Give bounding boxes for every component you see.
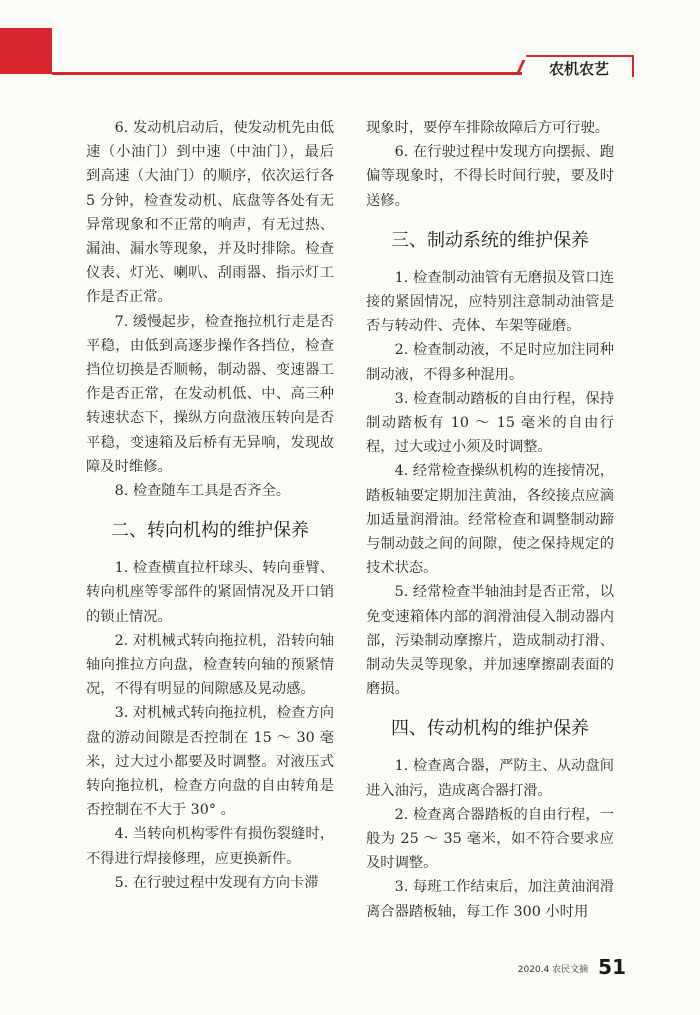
paragraph: 3. 对机械式转向拖拉机，检查方向盘的游动间隙是否控制在 15 ～ 30 毫米，过大过小都要及时调整。对液压式转向拖拉机，检查方向盘的自由转角是否控制在不大于 30° 。 — [86, 705, 334, 819]
paragraph: 4. 经常检查操纵机构的连接情况，踏板轴要定期加注黄油，各绞接点应滴加适量润滑油。经常检查和调整制动蹄与制动鼓之间的间隙，使之保持规定的技术状态。 — [366, 463, 614, 577]
paragraph: 1. 检查离合器，严防主、从动盘间进入油污，造成离合器打滑。 — [366, 758, 614, 799]
page-number: 51 — [598, 955, 626, 979]
right-column — [366, 116, 614, 924]
paragraph: 2. 对机械式转向拖拉机，沿转向轴轴向推拉方向盘，检查转向轴的预紧情况，不得有明显的间隙感及晃动感。 — [86, 632, 334, 698]
section-heading-steering: 二、转向机构的维护保养 — [111, 520, 309, 542]
paragraph: 4. 当转向机构零件有损伤裂缝时，不得进行焊接修理，应更换新件。 — [86, 826, 334, 867]
paragraph: 6. 在行驶过程中发现方向摆振、跑偏等现象时，不得长时间行驶，要及时送修。 — [366, 144, 614, 209]
section-label: 农机农艺 — [526, 55, 634, 77]
header-rule — [52, 72, 522, 75]
paragraph: 2. 检查离合器踏板的自由行程，一般为 25 ～ 35 毫米，如不符合要求应及时调整。 — [366, 806, 614, 872]
header-color-block — [0, 28, 52, 74]
paragraph: 7. 缓慢起步，检查拖拉机行走是否平稳，由低到高逐步操作各挡位，检查挡位切换是否顺畅，制动器、变速器工作是否正常，在发动机低、中、高三种转速状态下，操纵方向盘液压转向是否平稳，变速箱及后桥有无异响，发现故障及时维修。 — [86, 313, 334, 475]
paragraph: 1. 检查横直拉杆球头、转向垂臂、转向机座等零部件的紧固情况及开口销的锁止情况。 — [86, 560, 334, 625]
paragraph: 5. 经常检查半轴油封是否正常，以免变速箱体内部的润滑油侵入制动器内部，污染制动摩擦片，造成制动打滑、制动失灵等现象，并加速摩擦副表面的磨损。 — [366, 584, 614, 698]
section-heading-brakes: 三、制动系统的维护保养 — [391, 229, 589, 251]
issue-label: 2020.4 农民文摘 — [517, 965, 589, 975]
paragraph: 8. 检查随车工具是否齐全。 — [114, 483, 291, 500]
left-column — [86, 116, 334, 895]
paragraph: 2. 检查制动液，不足时应加注同种制动液，不得多种混用。 — [366, 342, 614, 383]
page-footer — [518, 954, 626, 978]
paragraph-continued: 现象时，要停车排除故障后方可行驶。 — [366, 120, 610, 136]
paragraph: 5. 在行驶过程中发现有方向卡滞 — [114, 874, 319, 891]
paragraph: 3. 检查制动踏板的自由行程，保持制动踏板有 10 ～ 15 毫米的自由行程，过大或过小须及时调整。 — [366, 390, 614, 456]
paragraph: 3. 每班工作结束后，加注黄油润滑离合器踏板轴，每工作 300 小时用 — [366, 879, 614, 920]
paragraph: 1. 检查制动油管有无磨损及管口连接的紧固情况，应特别注意制动油管是否与转动件、壳体、车架等碰磨。 — [366, 269, 614, 335]
section-heading-transmission: 四、传动机构的维护保养 — [391, 718, 589, 740]
paragraph: 6. 发动机启动后，使发动机先由低速（小油门）到中速（中油门），最后到高速（大油门）的顺序，依次运行各 5 分钟，检查发动机、底盘等各处有无异常现象和不正常的响声，有无过热、漏油、漏水等现象，并及时排除。检查仪表、灯光、喇叭、刮雨器、指示灯工作是否正常。 — [86, 120, 334, 306]
